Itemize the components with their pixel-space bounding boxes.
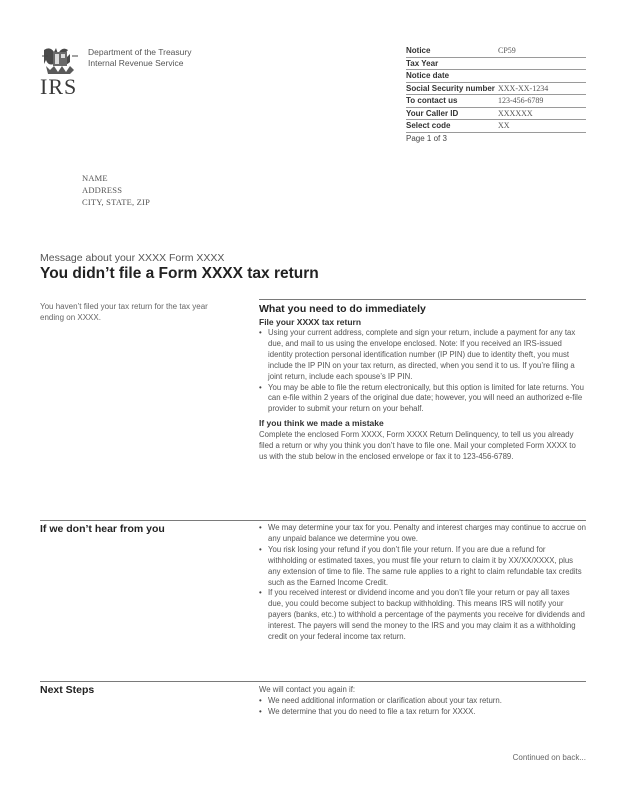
next-steps-section [259,685,586,718]
agency-line-2: Internal Revenue Service [88,58,184,68]
file-return-list [259,328,586,415]
recipient-city: CITY, STATE, ZIP [82,197,151,207]
no-response-section [259,523,586,643]
contact-label: To contact us [406,96,458,106]
select-code-value: XX [498,121,510,131]
notice-row [406,45,586,58]
no-response-heading: If we don’t hear from you [40,523,165,535]
caller-id-row [406,108,586,121]
section-divider [40,520,586,521]
ssn-label: Social Security number [406,83,495,93]
select-code-row [406,120,586,133]
list-item: • You may be able to file the return electronically, but this option is limited for late returns. You can e-file within 2 years of the original due date; however, you will need an authorized e-file provider to submit your return on your behalf. [259,383,586,416]
list-item: • We determine that you do need to file a tax return for XXXX. [259,707,586,718]
tax-year-label: Tax Year [406,58,439,68]
page-title: You didn’t file a Form XXXX tax return [40,265,319,282]
section-divider [40,681,586,682]
page-number: Page 1 of 3 [406,133,447,143]
agency-name [88,47,191,69]
mistake-heading: If you think we made a mistake [259,418,384,429]
irs-wordmark: IRS [40,74,78,99]
caller-id-value: XXXXXX [498,108,533,118]
agency-line-1: Department of the Treasury [88,47,192,57]
mistake-text: Complete the enclosed Form XXXX, Form XXXX Return Delinquency, to tell us you already filed a return or why you think you don’t have to file one. Mail your completed Form XXXX to us with the stub below in the enclosed envelope or fax it to 123-456-6789. [259,430,576,462]
list-item: • We may determine your tax for you. Penalty and interest charges may continue to accrue on any unpaid balance we determine you owe. [259,523,586,545]
recipient-name: NAME [82,173,108,183]
contact-row [406,95,586,108]
next-steps-list [259,696,586,718]
notice-date-label: Notice date [406,71,450,81]
notice-info-table [406,45,586,144]
file-return-heading: File your XXXX tax return [259,317,362,327]
notice-label: Notice [406,46,431,56]
page-number-row [406,133,586,145]
list-item: • You risk losing your refund if you don’t file your return. If you are due a refund for withholding or estimated taxes, you must file your return to claim it by XX/XX/XXXX, plus any extension of time to file. The same rule applies to a right to claim refundable tax credits such as the Earned Income Credit. [259,545,586,589]
recipient-street: ADDRESS [82,185,123,195]
notice-value: CP59 [498,46,516,56]
immediate-heading: What you need to do immediately [259,303,426,315]
message-subhead: Message about your XXXX Form XXXX [40,252,225,264]
continued-note: Continued on back... [512,753,586,762]
select-code-label: Select code [406,121,451,131]
list-item: • Using your current address, complete and sign your return, include a payment for any tax due, and mail to us using the envelope enclosed. Note: If you received an IRS-issued identity protection personal identification number (IP PIN) due to identity theft, you must include the IP PIN on your tax return, as directed, when you send it to us. If you’re filing a joint return, include each spouse’s IP PIN. [259,328,586,383]
no-response-list [259,523,586,643]
tax-year-row [406,58,586,71]
recipient-address [82,172,150,208]
irs-logo [40,44,84,102]
immediate-section [259,303,586,463]
notice-date-row [406,70,586,83]
intro-text: You haven’t filed your tax return for the tax year ending on XXXX. [40,302,208,322]
list-item: • We need additional information or clarification about your tax return. [259,696,586,707]
next-steps-intro: We will contact you again if: [259,685,356,694]
next-steps-heading: Next Steps [40,684,95,696]
ssn-value: XXX-XX-1234 [498,83,549,93]
section-divider [259,299,586,300]
contact-value: 123-456-6789 [498,96,544,106]
caller-id-label: Your Caller ID [406,108,459,118]
list-item: • If you received interest or dividend income and you don’t file your return or pay all taxes due, you could become subject to backup withholding. This means IRS will notify your payers (banks, etc.) to withhold a percentage of the payments you receive for dividends and interest. The payers will send the money to the IRS and you may claim it as a withholding credit on your federal income tax return. [259,588,586,643]
ssn-row [406,83,586,96]
